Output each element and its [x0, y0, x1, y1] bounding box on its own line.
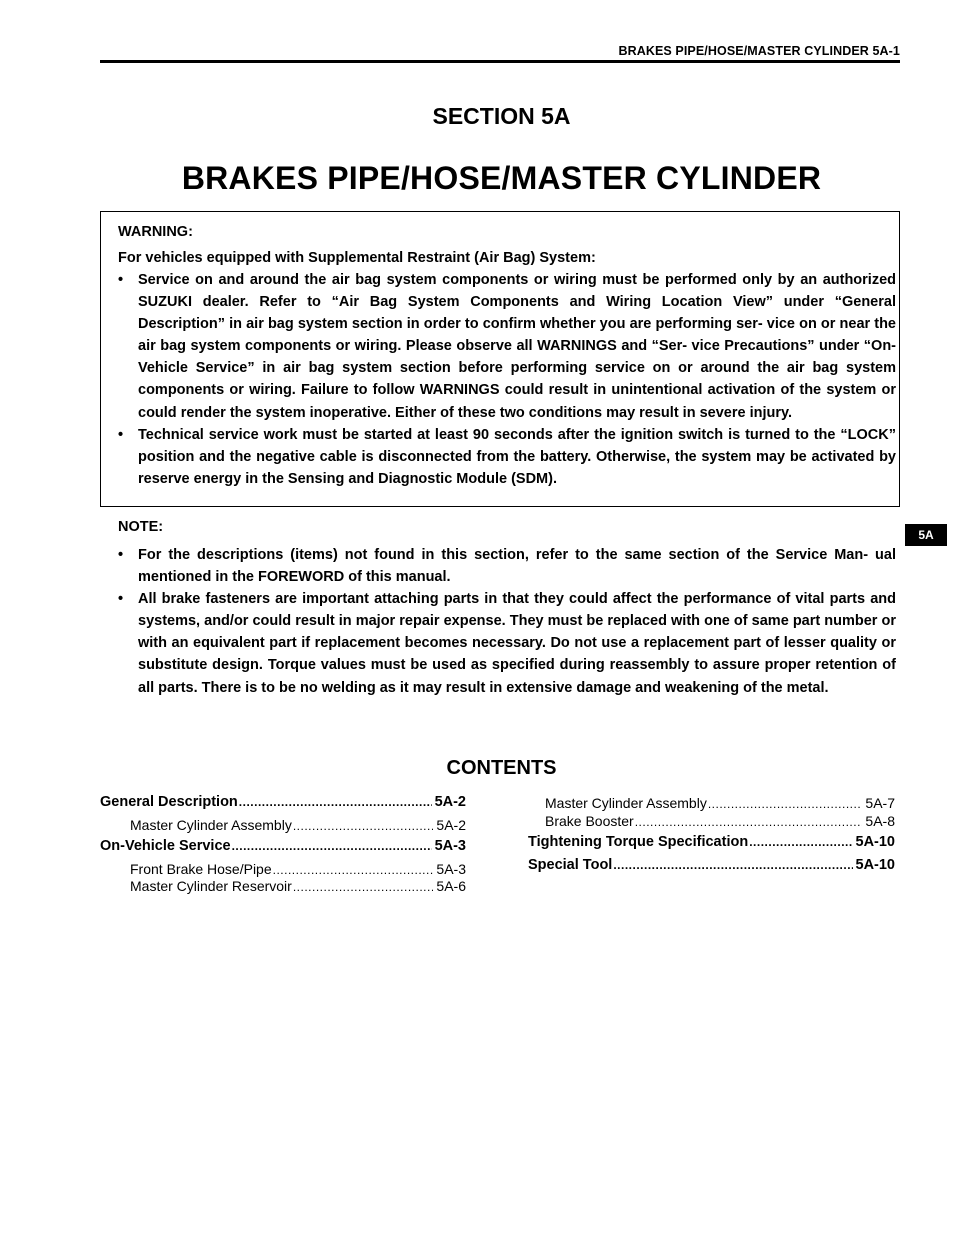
toc-entry-tightening-torque-specification[interactable]: [528, 834, 895, 850]
toc-leader-dots: [293, 819, 434, 833]
toc-label: Special Tool: [528, 857, 613, 873]
running-header: BRAKES PIPE/HOSE/MASTER CYLINDER 5A-1: [618, 44, 900, 58]
toc-leader-dots: [708, 797, 863, 811]
toc-label: Master Cylinder Assembly: [130, 817, 292, 833]
section-tab: 5A: [905, 524, 947, 546]
warning-heading: WARNING:: [118, 224, 193, 240]
toc-page: 5A-10: [855, 857, 895, 873]
toc-entry-on-vehicle-service[interactable]: [100, 838, 466, 854]
contents-heading: CONTENTS: [446, 757, 557, 779]
toc-page: 5A-2: [436, 817, 466, 833]
toc-entry-master-cylinder-assembly[interactable]: [545, 795, 895, 811]
toc-label: Brake Booster: [545, 813, 634, 829]
warning-bullet: • Technical service work must be started at least 90 seconds after the ignition switch is turned to the “LOCK” position and the negative cable is disconnected from the battery. Otherwise, the system may be activated by reserve energy in the Sensing and Diagnostic Module (SDM).: [118, 424, 896, 490]
toc-entry-brake-booster[interactable]: [545, 813, 895, 829]
toc-leader-dots: [749, 835, 852, 849]
warning-bullet: • Service on and around the air bag system components or wiring must be performed only by an authorized SUZUKI dealer. Refer to “Air Bag System Components and Wiring Location View” under “General Description” in air bag system section in order to confirm whether you are performing ser- vice on or near the air bag system components or wiring. Please observe all WARNINGS and “Ser- vice Precautions” under “On-Vehicle Service” in air bag system section before performing service on or around the air bag system components or wiring. Failure to follow WARNINGS could result in unintentional activation of the system or could render the system inoperative. Either of these two conditions may result in severe injury.: [118, 269, 896, 424]
note-bullet: • For the descriptions (items) not found in this section, refer to the same section of the Service Man- ual mentioned in the FOREWORD of this manual.: [118, 544, 896, 588]
toc-leader-dots: [232, 839, 432, 853]
note-heading: NOTE:: [118, 519, 164, 535]
note-bullet: • All brake fasteners are important attaching parts in that they could affect the performance of vital parts and systems, and/or could result in major repair expense. They must be replaced with one of same part number or with an equivalent part if replacement becomes necessary. Do not use a replacement part of lesser quality or substitute design. Torque values must be used as specified during reassembly to assure proper retention of all parts. There is to be no welding as it may result in extensive damage and weakening of the metal.: [118, 588, 896, 698]
toc-label: General Description: [100, 794, 238, 810]
toc-label: On-Vehicle Service: [100, 838, 231, 854]
toc-leader-dots: [635, 815, 863, 829]
toc-label: Tightening Torque Specification: [528, 834, 749, 850]
toc-leader-dots: [613, 858, 852, 872]
toc-page: 5A-8: [865, 813, 895, 829]
section-number: SECTION 5A: [432, 103, 571, 129]
toc-label: Front Brake Hose/Pipe: [130, 861, 272, 877]
toc-page: 5A-10: [855, 834, 895, 850]
toc-page: 5A-7: [865, 795, 895, 811]
toc-page: 5A-2: [434, 794, 466, 810]
toc-page: 5A-3: [434, 838, 466, 854]
toc-entry-general-description[interactable]: [100, 794, 466, 810]
toc-leader-dots: [239, 795, 432, 809]
toc-leader-dots: [273, 863, 434, 877]
warning-intro: For vehicles equipped with Supplemental Restraint (Air Bag) System:: [118, 250, 596, 266]
section-title: BRAKES PIPE/HOSE/MASTER CYLINDER: [181, 160, 822, 196]
toc-leader-dots: [293, 880, 434, 894]
toc-entry-master-cylinder-assembly[interactable]: [130, 817, 466, 833]
toc-entry-special-tool[interactable]: [528, 857, 895, 873]
warning-bullets: [118, 269, 896, 490]
toc-label: Master Cylinder Assembly: [545, 795, 707, 811]
note-bullets: [118, 544, 896, 699]
toc-entry-master-cylinder-reservoir[interactable]: [130, 878, 466, 894]
toc-page: 5A-6: [436, 878, 466, 894]
toc-page: 5A-3: [436, 861, 466, 877]
toc-label: Master Cylinder Reservoir: [130, 878, 292, 894]
toc-entry-front-brake-hose-pipe[interactable]: [130, 861, 466, 877]
header-rule: [100, 60, 900, 63]
